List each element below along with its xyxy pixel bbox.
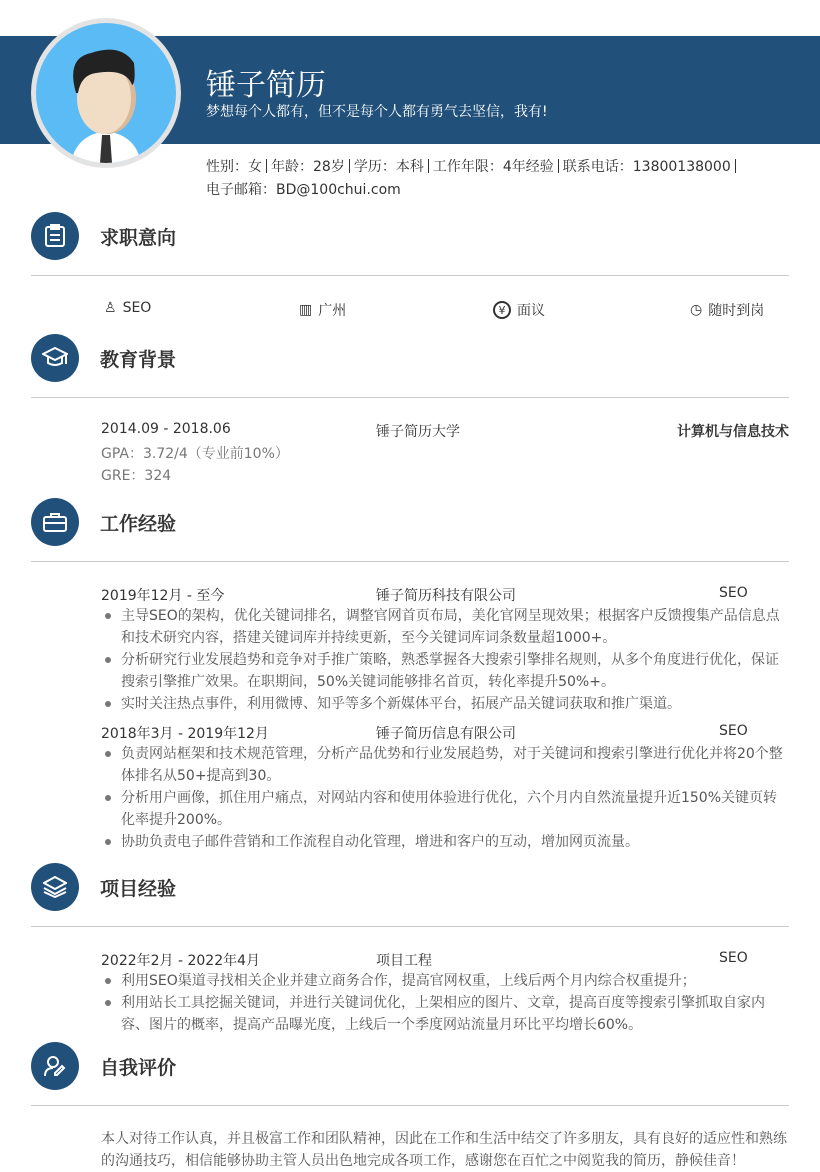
work-row (101, 723, 789, 743)
work-row (101, 585, 789, 605)
self-evaluation: 本人对待工作认真，并且极富工作和团队精神，因此在工作和生活中结交了许多朋友，具有良好的适应性和熟练的沟通技巧，相信能够协助主管人员出色地完成各项工作，感谢您在百忙之中阅览我的简历，静候佳音！ (101, 1131, 787, 1169)
bullet-item: 主导SEO的架构，优化关键词排名，调整官网首页布局，美化官网呈现效果；根据客户反馈搜集产品信息点和技术研究内容，搭建关键词库并持续更新，至今关键词库词条数量超1000+。 (101, 605, 791, 649)
project-role: SEO (719, 950, 748, 966)
separator (428, 159, 429, 173)
work-period: 2018年3月 - 2019年12月 (101, 726, 269, 742)
bullet-item: 协助负责电子邮件营销和工作流程自动化管理，增进和客户的互动，增加网页流量。 (101, 831, 791, 853)
info-age: 年龄：28岁 (271, 159, 345, 175)
info-education: 学历：本科 (353, 159, 424, 175)
intent-city (299, 300, 346, 320)
project-name: 项目工程 (376, 953, 432, 969)
tie-icon: ♙ (104, 300, 117, 316)
section-title: 项目经验 (100, 878, 177, 900)
section-title: 工作经验 (100, 513, 177, 535)
motto: 梦想每个人都有，但不是每个人都有勇气去坚信，我有! (206, 104, 548, 120)
divider (31, 926, 789, 927)
project-bullets (101, 970, 791, 1036)
intent-salary (493, 300, 545, 320)
gpa: GPA：3.72/4（专业前10%） (101, 446, 289, 462)
intent-city-value: 广州 (318, 303, 347, 319)
resume-name: 锤子简历 (206, 68, 326, 103)
user-edit-icon (31, 1042, 79, 1090)
separator (735, 159, 736, 173)
separator (349, 159, 350, 173)
bullet-item: 利用站长工具挖掘关键词，并进行关键词优化，上架相应的图片、文章，提高百度等搜索引擎抓取自家内容、图片的概率，提高产品曝光度，上线后一个季度网站流量月环比平均增长60%。 (101, 992, 791, 1036)
work-role: SEO (719, 723, 748, 739)
divider (31, 275, 789, 276)
info-gender: 性别：女 (206, 159, 262, 175)
building-icon: ▥ (299, 302, 313, 318)
divider (31, 397, 789, 398)
briefcase-icon (31, 498, 79, 546)
info-phone: 联系电话：13800138000 (562, 159, 731, 175)
separator (266, 159, 267, 173)
education-major: 计算机与信息技术 (677, 424, 789, 440)
section-title: 自我评价 (100, 1057, 177, 1079)
education-period: 2014.09 - 2018.06 (101, 421, 231, 437)
work-bullets (101, 605, 791, 715)
section-title: 教育背景 (100, 349, 177, 371)
bullet-item: 利用SEO渠道寻找相关企业并建立商务合作，提高官网权重，上线后两个月内综合权重提升； (101, 970, 791, 992)
project-row (101, 950, 789, 970)
project-period: 2022年2月 - 2022年4月 (101, 953, 261, 969)
work-period: 2019年12月 - 至今 (101, 588, 225, 604)
education-school: 锤子简历大学 (376, 424, 460, 440)
intent-position-value: SEO (122, 300, 152, 316)
info-experience: 工作年限：4年经验 (432, 159, 554, 175)
intent-availability-value: 随时到岗 (708, 303, 765, 319)
separator (558, 159, 559, 173)
bullet-item: 分析研究行业发展趋势和竞争对手推广策略，熟悉掌握各大搜索引擎排名规则，从多个角度进行优化，保证搜索引擎推广效果。在职期间，50%关键词能够排名首页，转化率提升50%+。 (101, 649, 791, 693)
info-email: 电子邮箱：BD@100chui.com (206, 182, 401, 198)
work-company: 锤子简历信息有限公司 (376, 726, 516, 742)
section-title: 求职意向 (100, 227, 177, 249)
divider (31, 1105, 789, 1106)
bullet-item: 分析用户画像，抓住用户痛点，对网站内容和使用体验进行优化，六个月内自然流量提升近150%关键页转化率提升200%。 (101, 787, 791, 831)
yen-icon: ¥ (493, 301, 511, 319)
graduation-cap-icon (31, 334, 79, 382)
bullet-item: 实时关注热点事件，利用微博、知乎等多个新媒体平台，拓展产品关键词获取和推广渠道。 (101, 693, 791, 715)
intent-salary-value: 面议 (517, 303, 545, 319)
work-role: SEO (719, 585, 748, 601)
avatar (31, 18, 181, 168)
clipboard-icon (31, 212, 79, 260)
personal-info (206, 156, 766, 202)
layers-icon (31, 863, 79, 911)
divider (31, 561, 789, 562)
intent-availability (690, 300, 764, 320)
bullet-item: 负责网站框架和技术规范管理，分析产品优势和行业发展趋势，对于关键词和搜索引擎进行优化并将20个整体排名从50+提高到30。 (101, 743, 791, 787)
gre: GRE：324 (101, 468, 172, 484)
clock-icon: ◷ (690, 302, 703, 318)
education-row (101, 421, 789, 441)
work-company: 锤子简历科技有限公司 (376, 588, 516, 604)
intent-position (104, 300, 151, 316)
work-bullets (101, 743, 791, 853)
